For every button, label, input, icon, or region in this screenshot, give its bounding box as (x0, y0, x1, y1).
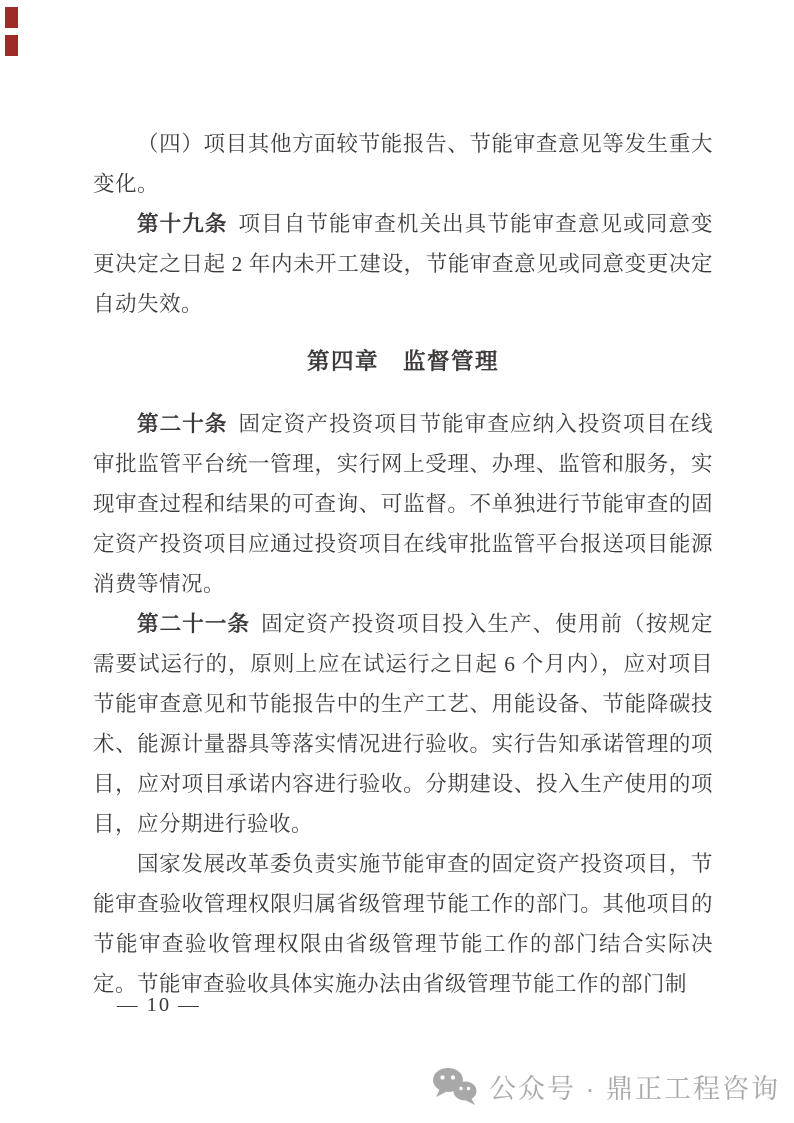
paragraph-text: （四）项目其他方面较节能报告、节能审查意见等发生重大变化。 (93, 132, 713, 196)
article-number-label: 第二十条 (137, 412, 228, 436)
paragraph-ndrc-acceptance (93, 844, 713, 1004)
paragraph-article-20 (93, 404, 713, 604)
paragraph-item-4-change (93, 124, 713, 204)
paragraph-article-21 (93, 604, 713, 844)
paragraph-text: 国家发展改革委负责实施节能审查的固定资产投资项目，节能审查验收管理权限归属省级管理节能工作的部门。其他项目的节能审查验收管理权限由省级管理节能工作的部门结合实际决定。节能审查验收具体实施办法由省级管理节能工作的部门制 (93, 852, 713, 996)
document-body (93, 124, 713, 1004)
chapter-heading: 第四章 监督管理 (306, 349, 499, 374)
red-corner-mark-top (5, 7, 18, 28)
watermark-footer (431, 1066, 780, 1106)
watermark-text: 公众号 · 鼎正工程咨询 (489, 1073, 780, 1104)
paragraph-text: 固定资产投资项目投入生产、使用前（按规定需要试运行的，原则上应在试运行之日起 6 个月内），应对项目节能审查意见和节能报告中的生产工艺、用能设备、节能降碳技术、能源计量器具等落实情况进行验收。实行告知承诺管理的项目，应对项目承诺内容进行验收。分期建设、投入生产使用的项目，应分期进行验收。 (93, 612, 713, 836)
article-number-label: 第二十一条 (137, 612, 251, 636)
page-number: — 10 — (117, 994, 201, 1016)
article-number-label: 第十九条 (137, 212, 228, 236)
red-corner-mark-bottom (5, 35, 18, 56)
paragraph-text: 项目自节能审查机关出具节能审查意见或同意变更决定之日起 2 年内未开工建设，节能审查意见或同意变更决定自动失效。 (93, 212, 713, 316)
wechat-icon (431, 1066, 479, 1106)
paragraph-text: 固定资产投资项目节能审查应纳入投资项目在线审批监管平台统一管理，实行网上受理、办理、监管和服务，实现审查过程和结果的可查询、可监督。不单独进行节能审查的固定资产投资项目应通过投资项目在线审批监管平台报送项目能源消费等情况。 (93, 412, 713, 596)
paragraph-article-19 (93, 204, 713, 324)
